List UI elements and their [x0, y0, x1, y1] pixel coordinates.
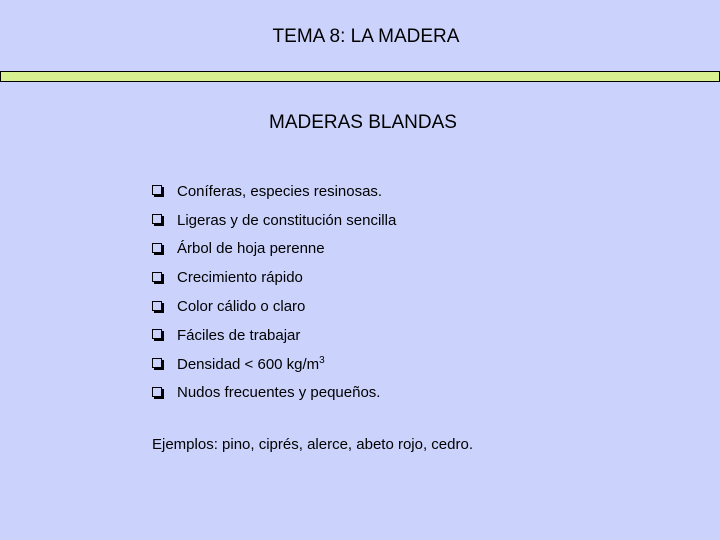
checkbox-icon [152, 301, 162, 311]
list-item-text: Fáciles de trabajar [177, 326, 301, 344]
checkbox-icon [152, 272, 162, 282]
bullet-list [152, 177, 396, 407]
list-item [152, 263, 396, 292]
list-item [152, 350, 396, 379]
checkbox-icon [152, 387, 162, 397]
density-text: Densidad < 600 kg/m [177, 356, 320, 374]
slide-title: TEMA 8: LA MADERA [272, 26, 460, 47]
list-item-text: Ligeras y de constitución sencilla [177, 211, 397, 229]
examples-text: Ejemplos: pino, ciprés, alerce, abeto rojo, cedro. [152, 436, 473, 453]
title-divider [0, 71, 720, 82]
list-item-text: Coníferas, especies resinosas. [177, 182, 383, 200]
list-item-text: Crecimiento rápido [177, 269, 303, 287]
list-item [152, 321, 396, 350]
list-item-text [177, 355, 325, 373]
checkbox-icon [152, 243, 162, 253]
list-item-text: Árbol de hoja perenne [177, 240, 325, 258]
list-item [152, 379, 396, 408]
list-item [152, 292, 396, 321]
list-item-text: Nudos frecuentes y pequeños. [177, 384, 381, 402]
checkbox-icon [152, 329, 162, 339]
list-item [152, 235, 396, 264]
density-exponent: 3 [319, 355, 325, 367]
checkbox-icon [152, 214, 162, 224]
list-item-text: Color cálido o claro [177, 298, 306, 316]
slide-subtitle: MADERAS BLANDAS [269, 112, 457, 133]
checkbox-icon [152, 358, 162, 368]
list-item [152, 206, 396, 235]
list-item [152, 177, 396, 206]
checkbox-icon [152, 185, 162, 195]
